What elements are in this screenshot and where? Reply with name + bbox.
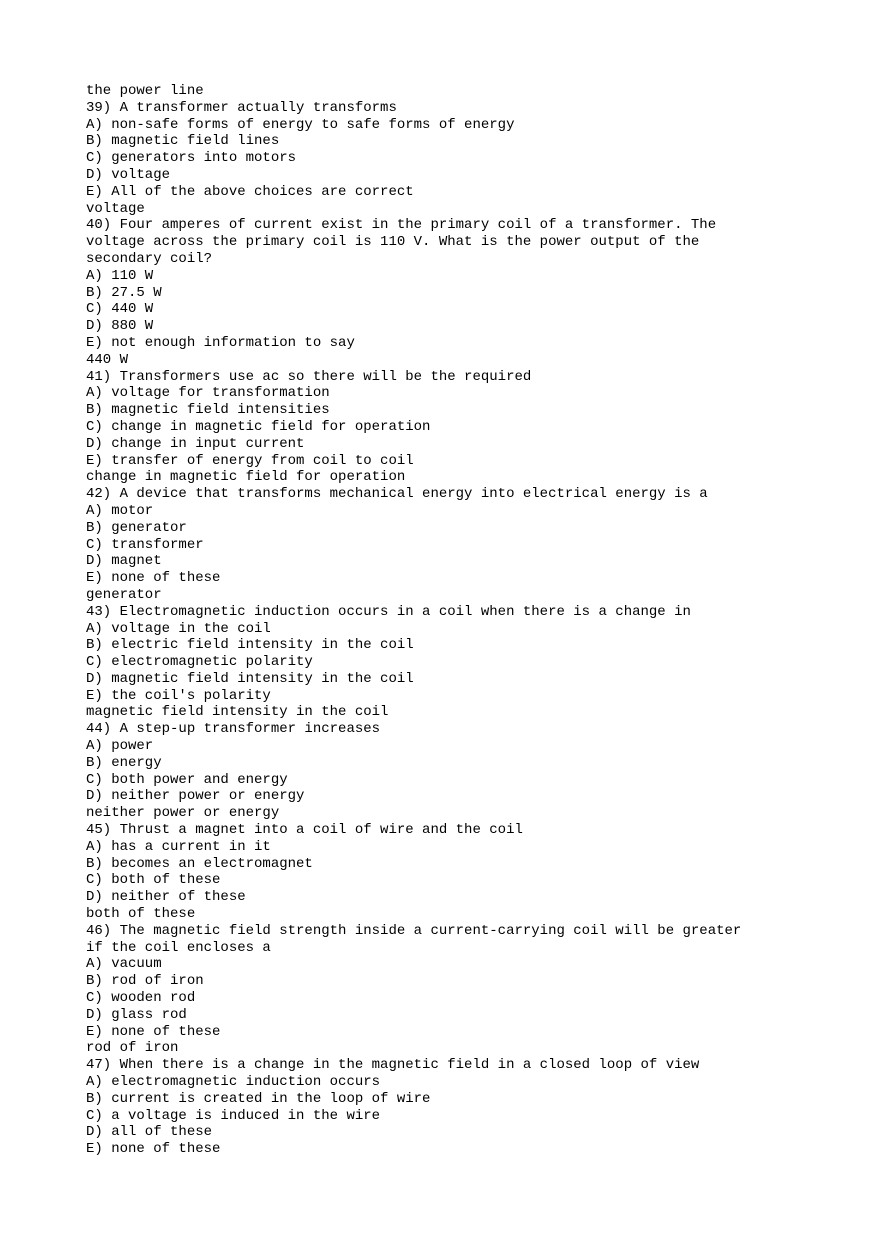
option-line: A) has a current in it [86, 838, 271, 855]
text-line: the power line [86, 83, 204, 99]
option-line: D) 880 W [86, 318, 154, 335]
option-line: C) change in magnetic field for operation [86, 418, 431, 435]
answer-line: change in magnetic field for operation [86, 469, 406, 486]
option-line: C) wooden rod [86, 990, 196, 1007]
option-line: C) a voltage is induced in the wire [86, 1107, 381, 1124]
question-40-cont: voltage across the primary coil is 110 V. What is the power output of the [86, 234, 700, 251]
option-line: C) 440 W [86, 301, 154, 318]
option-line: E) none of these [86, 570, 221, 587]
option-line: B) magnetic field lines [86, 133, 280, 150]
option-line: B) energy [86, 754, 162, 771]
option-line: E) none of these [86, 1023, 221, 1040]
option-line: E) the coil's polarity [86, 687, 271, 704]
option-line: B) 27.5 W [86, 284, 162, 301]
option-line: C) both power and energy [86, 771, 288, 788]
option-line: D) magnet [86, 553, 162, 570]
question-44: 44) A step-up transformer increases [86, 721, 381, 738]
question-41: 41) Transformers use ac so there will be the required [86, 368, 532, 385]
option-line: D) glass rod [86, 1006, 187, 1023]
option-line: D) neither of these [86, 889, 246, 906]
question-40: 40) Four amperes of current exist in the primary coil of a transformer. The [86, 217, 717, 234]
option-line: E) not enough information to say [86, 334, 355, 351]
option-line: C) generators into motors [86, 150, 297, 167]
option-line: B) becomes an electromagnet [86, 855, 313, 872]
option-line: B) magnetic field intensities [86, 402, 330, 419]
document-page [86, 83, 866, 1158]
question-43: 43) Electromagnetic induction occurs in a coil when there is a change in [86, 603, 691, 620]
answer-line: rod of iron [86, 1040, 179, 1057]
option-line: A) electromagnetic induction occurs [86, 1074, 381, 1091]
option-line: B) current is created in the loop of wire [86, 1090, 431, 1107]
option-line: B) generator [86, 519, 187, 536]
answer-line: magnetic field intensity in the coil [86, 704, 389, 721]
option-line: D) voltage [86, 166, 171, 183]
answer-line: voltage [86, 200, 145, 217]
option-line: A) vacuum [86, 956, 162, 973]
option-line: A) motor [86, 502, 154, 519]
question-39: 39) A transformer actually transforms [86, 99, 397, 116]
option-line: E) none of these [86, 1141, 221, 1158]
answer-line: both of these [86, 906, 196, 923]
option-line: D) all of these [86, 1124, 213, 1141]
option-line: A) voltage in the coil [86, 620, 271, 637]
answer-line: 440 W [86, 351, 129, 368]
option-line: B) electric field intensity in the coil [86, 637, 414, 654]
option-line: B) rod of iron [86, 973, 204, 990]
option-line: A) non-safe forms of energy to safe forms of energy [86, 116, 515, 133]
question-47: 47) When there is a change in the magnetic field in a closed loop of view [86, 1057, 700, 1074]
question-46-cont: if the coil encloses a [86, 939, 271, 956]
option-line: A) 110 W [86, 267, 154, 284]
question-40-cont: secondary coil? [86, 250, 213, 267]
answer-line: neither power or energy [86, 805, 280, 822]
option-line: C) both of these [86, 872, 221, 889]
question-42: 42) A device that transforms mechanical energy into electrical energy is a [86, 486, 708, 503]
answer-line: generator [86, 586, 162, 603]
option-line: A) power [86, 738, 154, 755]
question-46: 46) The magnetic field strength inside a current-carrying coil will be greater [86, 922, 742, 939]
question-45: 45) Thrust a magnet into a coil of wire and the coil [86, 822, 523, 839]
option-line: E) All of the above choices are correct [86, 183, 414, 200]
option-line: D) change in input current [86, 435, 305, 452]
option-line: D) neither power or energy [86, 788, 305, 805]
option-line: A) voltage for transformation [86, 385, 330, 402]
option-line: C) electromagnetic polarity [86, 654, 313, 671]
option-line: C) transformer [86, 536, 204, 553]
option-line: E) transfer of energy from coil to coil [86, 452, 414, 469]
option-line: D) magnetic field intensity in the coil [86, 670, 414, 687]
